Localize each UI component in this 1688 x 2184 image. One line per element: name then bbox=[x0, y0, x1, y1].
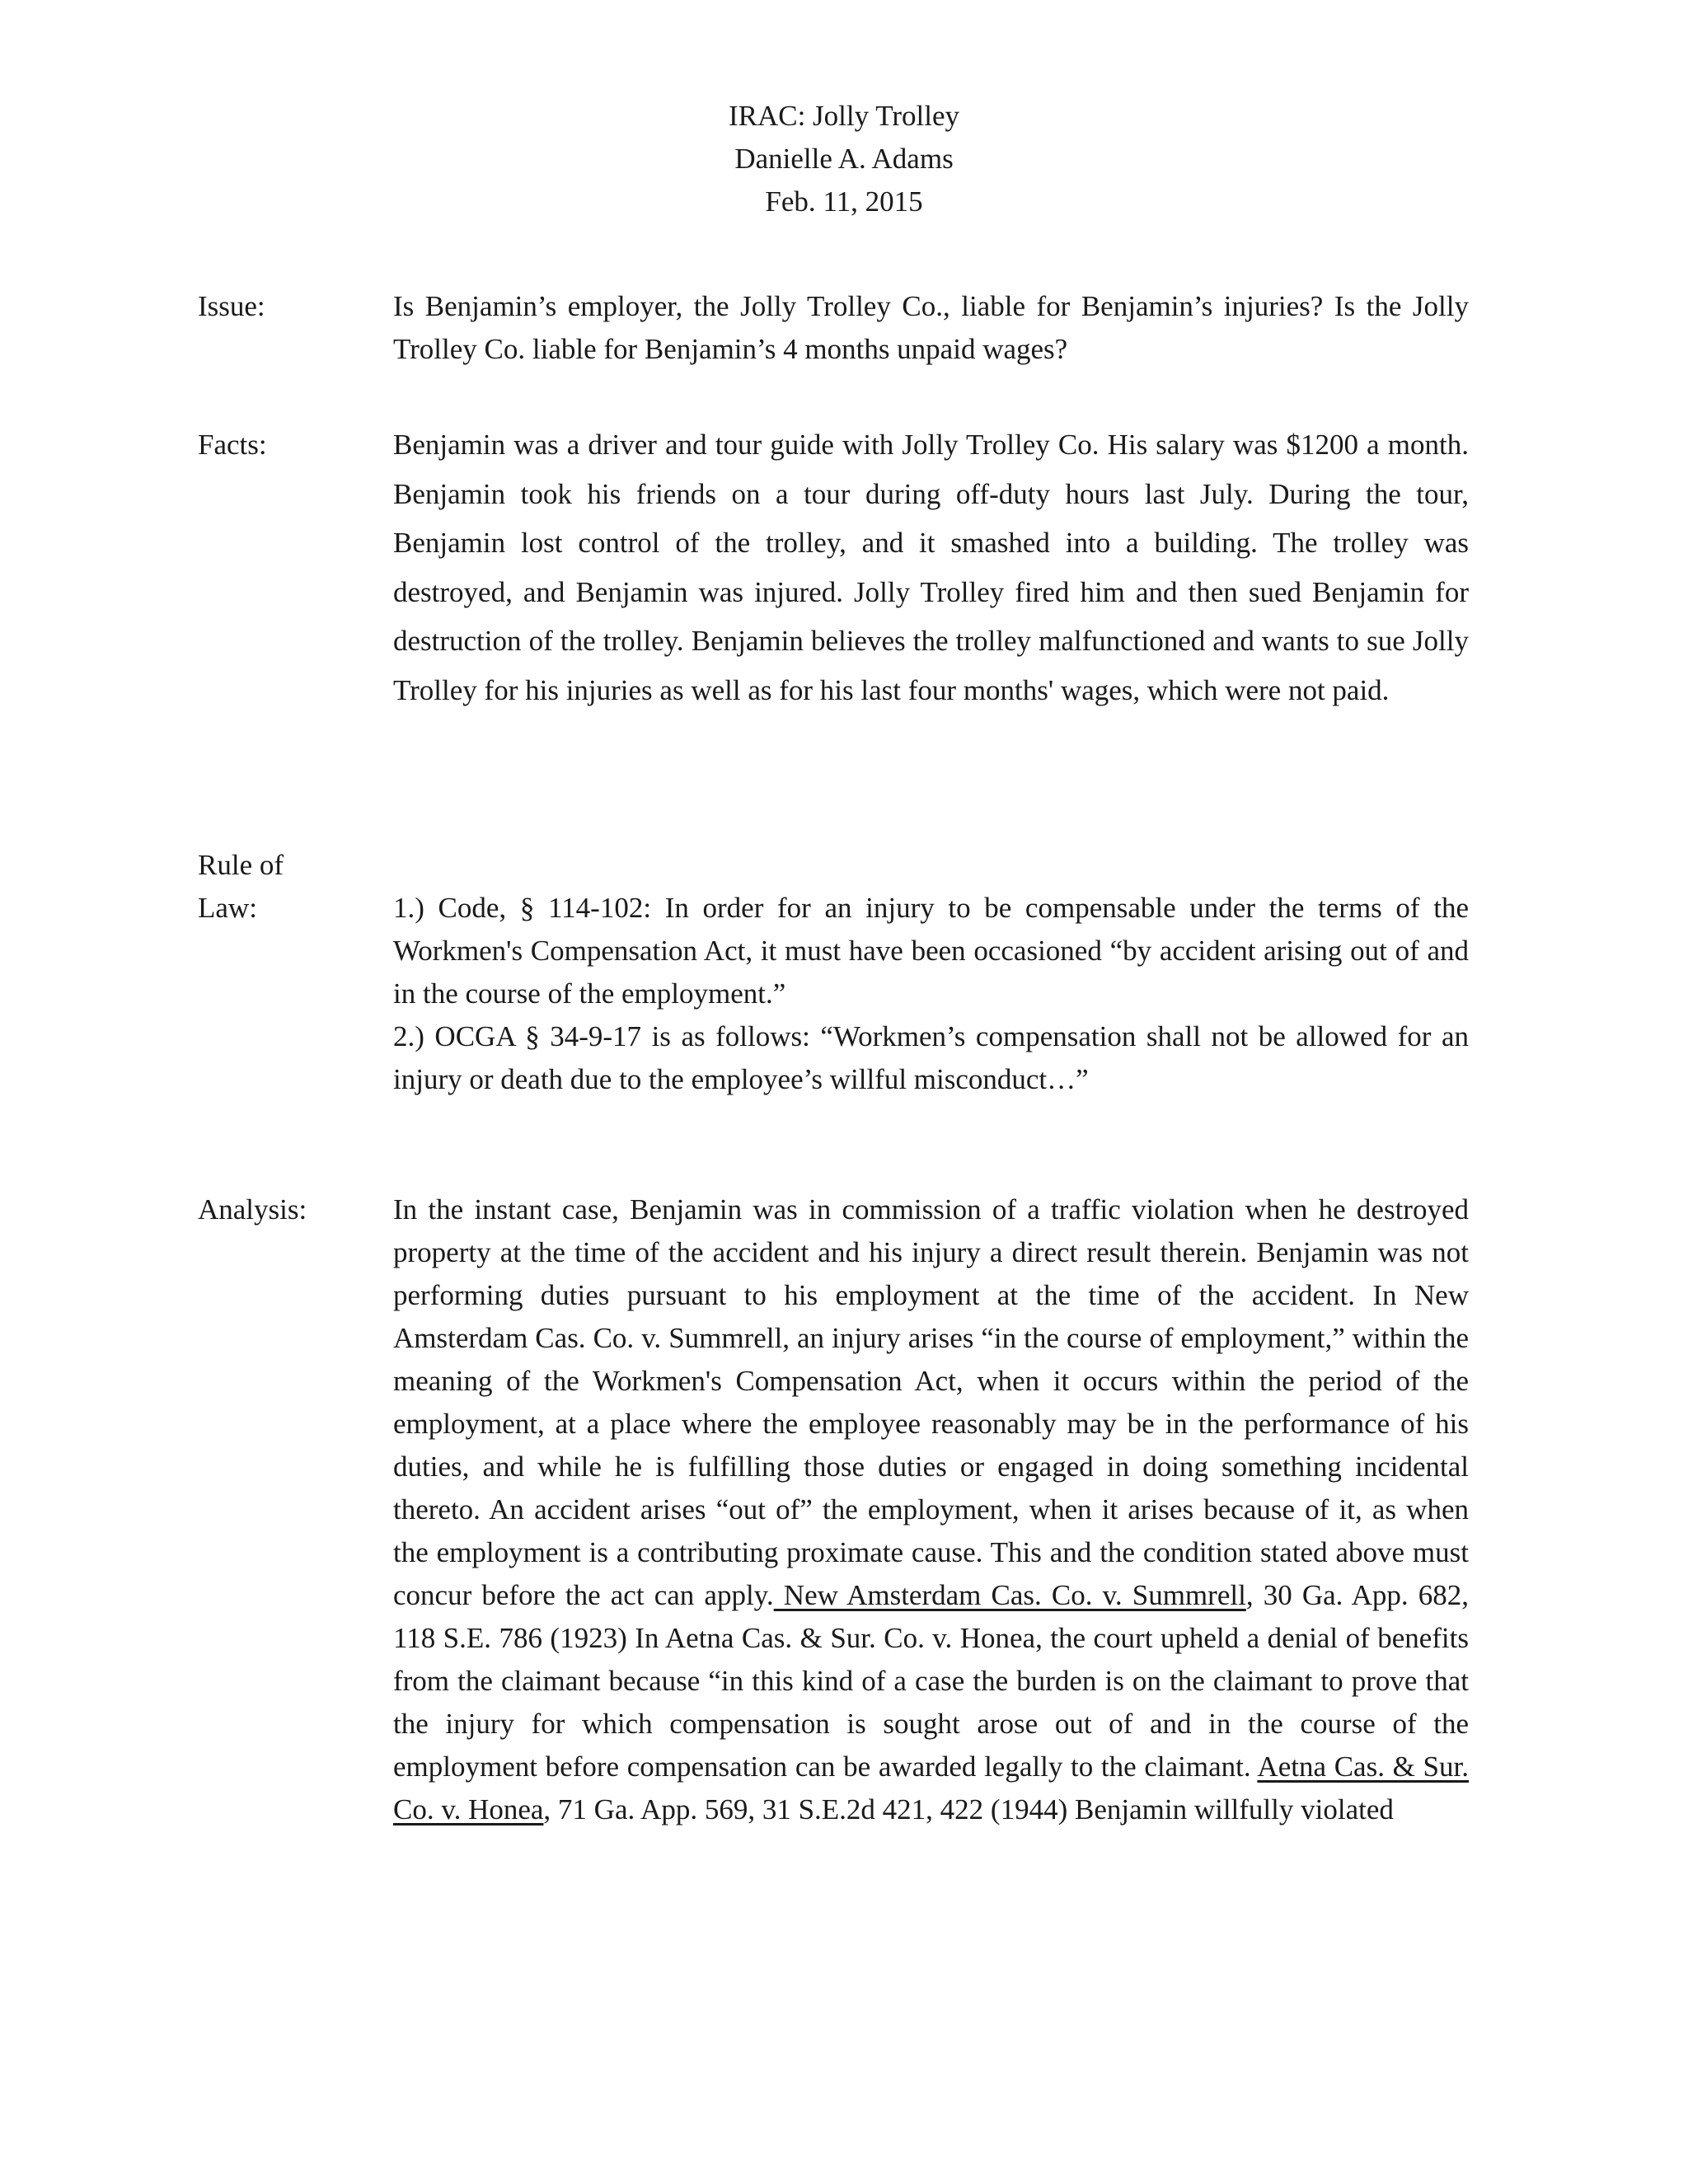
rule-label-line2: Law: bbox=[198, 892, 257, 924]
document-date: Feb. 11, 2015 bbox=[765, 185, 923, 218]
issue-label: Issue: bbox=[198, 290, 265, 322]
analysis-part-2: , 30 Ga. App. 682, 118 S.E. 786 (1923) In Aetna Cas. & Sur. Co. v. Honea, the court upheld a denial of benefits from the claimant because “in this kind of a case the burden is on the claimant to prove that the injury for which compensation is sought arose out of and in the course of the employment before compensation can be awarded legally to the claimant. bbox=[393, 1579, 1470, 1783]
document-header bbox=[0, 95, 1688, 223]
facts-text bbox=[393, 420, 1469, 715]
document-title: IRAC: Jolly Trolley bbox=[728, 100, 960, 132]
document-author: Danielle A. Adams bbox=[734, 143, 954, 175]
rule-text bbox=[393, 887, 1469, 1101]
rule-item-1: 1.) Code, § 114-102: In order for an injury to be compensable under the terms of the Workmen's Compensation Act, it must have been occasioned “by accident arising out of and in the course of the employment.” bbox=[393, 892, 1469, 1010]
facts-label: Facts: bbox=[198, 429, 267, 461]
rule-item-2: 2.) OCGA § 34-9-17 is as follows: “Workmen’s compensation shall not be allowed for an injury or death due to the employee’s willful misconduct…” bbox=[393, 1020, 1469, 1095]
analysis-text bbox=[393, 1188, 1469, 1831]
analysis-part-3: , 71 Ga. App. 569, 31 S.E.2d 421, 422 (1944) Benjamin willfully violated bbox=[543, 1793, 1394, 1825]
issue-paragraph: Is Benjamin’s employer, the Jolly Trolley Co., liable for Benjamin’s injuries? Is the Jolly Trolley Co. liable for Benjamin’s 4 months unpaid wages? bbox=[393, 290, 1469, 365]
facts-paragraph: Benjamin was a driver and tour guide with Jolly Trolley Co. His salary was $1200 a month. Benjamin took his friends on a tour during off-duty hours last July. During the tour, Benjamin lost control of the trolley, and it smashed into a building. The trolley was destroyed, and Benjamin was injured. Jolly Trolley fired him and then sued Benjamin for destruction of the trolley. Benjamin believes the trolley malfunctioned and wants to sue Jolly Trolley for his injuries as well as for his last four months' wages, which were not paid. bbox=[393, 429, 1469, 706]
citation-new-amsterdam: New Amsterdam Cas. Co. v. Summrell bbox=[773, 1579, 1246, 1611]
issue-text bbox=[393, 285, 1469, 371]
analysis-part-1: In the instant case, Benjamin was in commission of a traffic violation when he destroyed property at the time of the accident and his injury a direct result therein. Benjamin was not performing duties pursuant to his employment at the time of the accident. In New Amsterdam Cas. Co. v. Summrell, an injury arises “in the course of employment,” within the meaning of the Workmen's Compensation Act, when it occurs within the period of the employment, at a place where the employee reasonably may be in the performance of his duties, and while he is fulfilling those duties or engaged in doing something incidental thereto. An accident arises “out of” the employment, when it arises because of it, as when the employment is a contributing proximate cause. This and the condition stated above must concur before the act can apply. bbox=[393, 1193, 1469, 1611]
analysis-paragraph bbox=[393, 1188, 1469, 1831]
analysis-label: Analysis: bbox=[198, 1193, 307, 1226]
rule-label-line1: Rule of bbox=[198, 849, 284, 881]
citation-aetna: Aetna Cas. & Sur. Co. v. Honea bbox=[393, 1750, 1469, 1825]
